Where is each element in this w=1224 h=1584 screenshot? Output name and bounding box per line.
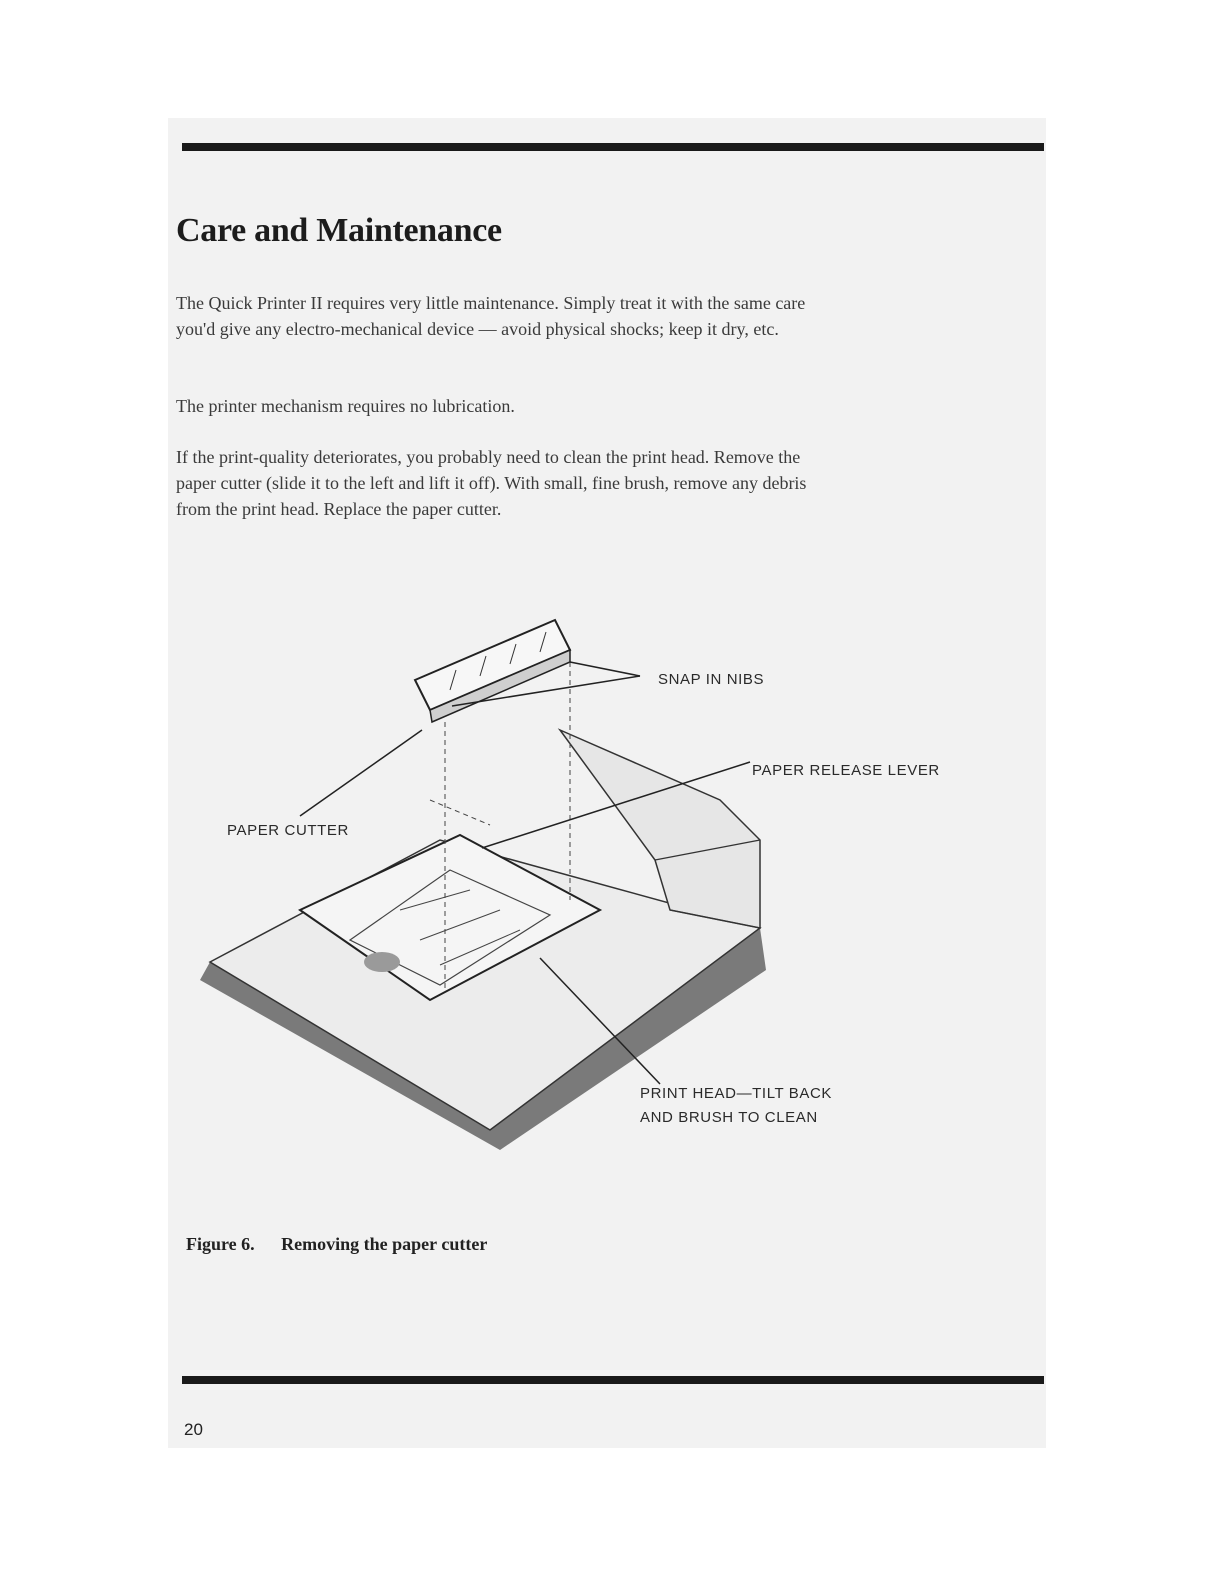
- paper-cutter-part: [415, 620, 570, 722]
- label-snap-in-nibs: SNAP IN NIBS: [658, 671, 765, 688]
- label-paper-cutter: PAPER CUTTER: [227, 822, 349, 839]
- figure-number: Figure 6.: [186, 1234, 255, 1254]
- page-title: Care and Maintenance: [176, 212, 502, 249]
- paragraph-cleaning: If the print-quality deteriorates, you probably need to clean the print head. Remove the paper cutter (slide it to the left and lift it off). With small, fine brush, remove any debris from the print head. Replace the paper cutter.: [176, 447, 807, 519]
- bottom-rule: [182, 1376, 1044, 1384]
- figure-caption-text: Removing the paper cutter: [281, 1234, 488, 1254]
- paragraph-lubrication: The printer mechanism requires no lubrication.: [176, 396, 515, 416]
- top-rule: [182, 143, 1044, 151]
- paragraph-care: The Quick Printer II requires very little maintenance. Simply treat it with the same care you'd give any electro-mechanical device — avoid physical shocks; keep it dry, etc.: [176, 293, 806, 339]
- label-paper-release-lever: PAPER RELEASE LEVER: [752, 762, 940, 779]
- paper-knob: [364, 952, 400, 972]
- label-print-head-line1: PRINT HEAD—TILT BACK: [640, 1085, 833, 1102]
- printer-illustration: [200, 610, 1000, 1150]
- figure-caption: [186, 1234, 487, 1255]
- page-number: 20: [184, 1420, 203, 1439]
- label-print-head-line2: AND BRUSH TO CLEAN: [640, 1109, 818, 1126]
